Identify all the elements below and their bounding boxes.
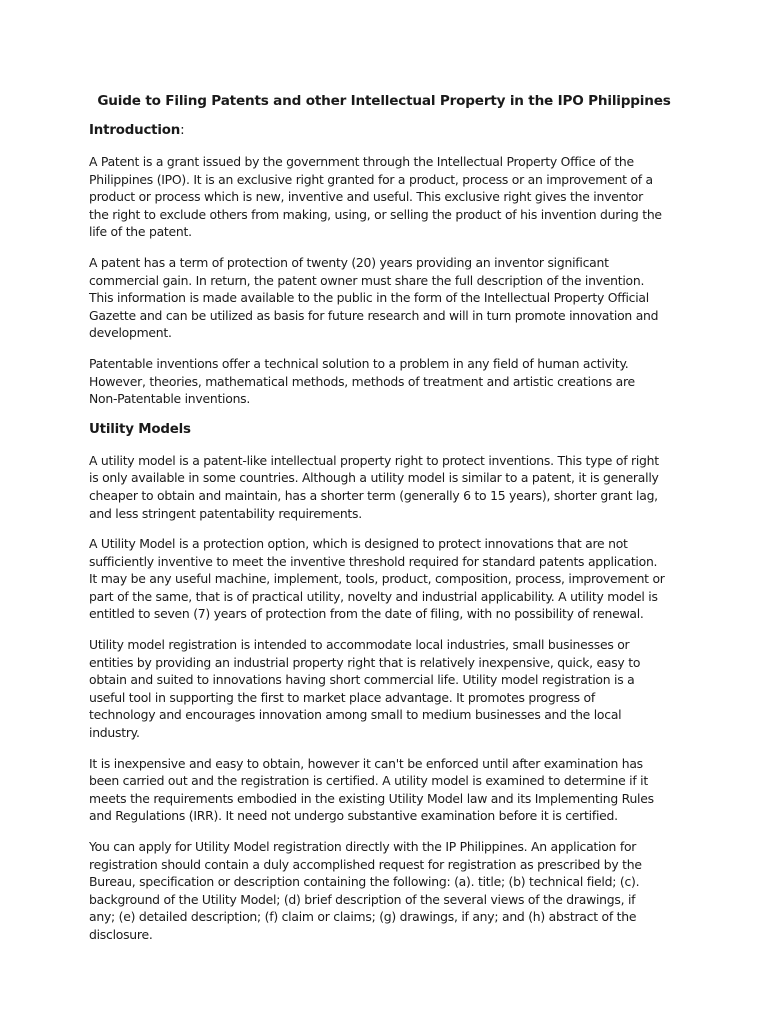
heading-colon: : [180,123,185,138]
paragraph: A utility model is a patent-like intellectual property right to protect inventions. This type of right is only available in some countries. Although a utility model is similar to a patent, it is generally cheaper to obtain and maintain, has a shorter term (generally 6 to 15 years), shorter grant lag, and less stringent patentability requirements. [89,452,659,521]
section-heading-utility-models: Utility Models [89,421,191,437]
document-body [89,122,685,957]
document-title: Guide to Filing Patents and other Intellectual Property in the IPO Philippines [97,93,671,109]
paragraph: A patent has a term of protection of twenty (20) years providing an inventor significant commercial gain. In return, the patent owner must share the full description of the invention. This information is made available to the public in the form of the Intellectual Property Official Gazette and can be utilized as basis for future research and will in turn promote innovation and development. [89,254,659,341]
section-heading-introduction [89,122,685,140]
paragraph: A Patent is a grant issued by the government through the Intellectual Property Office of the Philippines (IPO). It is an exclusive right granted for a product, process or an improvement of a product or process which is new, inventive and useful. This exclusive right gives the inventor the right to exclude others from making, using, or selling the product of his invention during the life of the patent. [89,154,662,240]
paragraph: Utility model registration is intended to accommodate local industries, small businesses or entities by providing an industrial property right that is relatively inexpensive, quick, easy to obtain and suited to innovations having short commercial life. Utility model registration is a useful tool in supporting the first to market place advantage. It promotes progress of technology and encourages innovation among small to medium businesses and the local industry. [89,637,641,741]
paragraph: You can apply for Utility Model registration directly with the IP Philippines. An application for registration should contain a duly accomplished request for registration as prescribed by the Bureau, specification or description containing the following: (a). title; (b) technical field; (c). background of the Utility Model; (d) brief description of the several views of the drawings, if any; (e) detailed description; (f) claim or claims; (g) drawings, if any; and (h) abstract of the disclosure. [89,839,642,942]
heading-text: Introduction [89,123,181,138]
section-utility-models [89,421,685,944]
paragraph: A Utility Model is a protection option, which is designed to protect innovations that are not sufficiently inventive to meet the inventive threshold required for standard patents application. It may be any useful machine, implement, tools, product, composition, process, improvement or part of the same, that is of practical utility, novelty and industrial applicability. A utility model is entitled to seven (7) years of protection from the date of filing, with no possibility of renewal. [89,536,665,622]
section-introduction [89,122,685,408]
paragraph: It is inexpensive and easy to obtain, however it can't be enforced until after examination has been carried out and the registration is certified. A utility model is examined to determine if it meets the requirements embodied in the existing Utility Model law and its Implementing Rules and Regulations (IRR). It need not undergo substantive examination before it is certified. [89,755,654,824]
paragraph: Patentable inventions offer a technical solution to a problem in any field of human activity. However, theories, mathematical methods, methods of treatment and artistic creations are Non-Patentable inventions. [89,355,635,407]
